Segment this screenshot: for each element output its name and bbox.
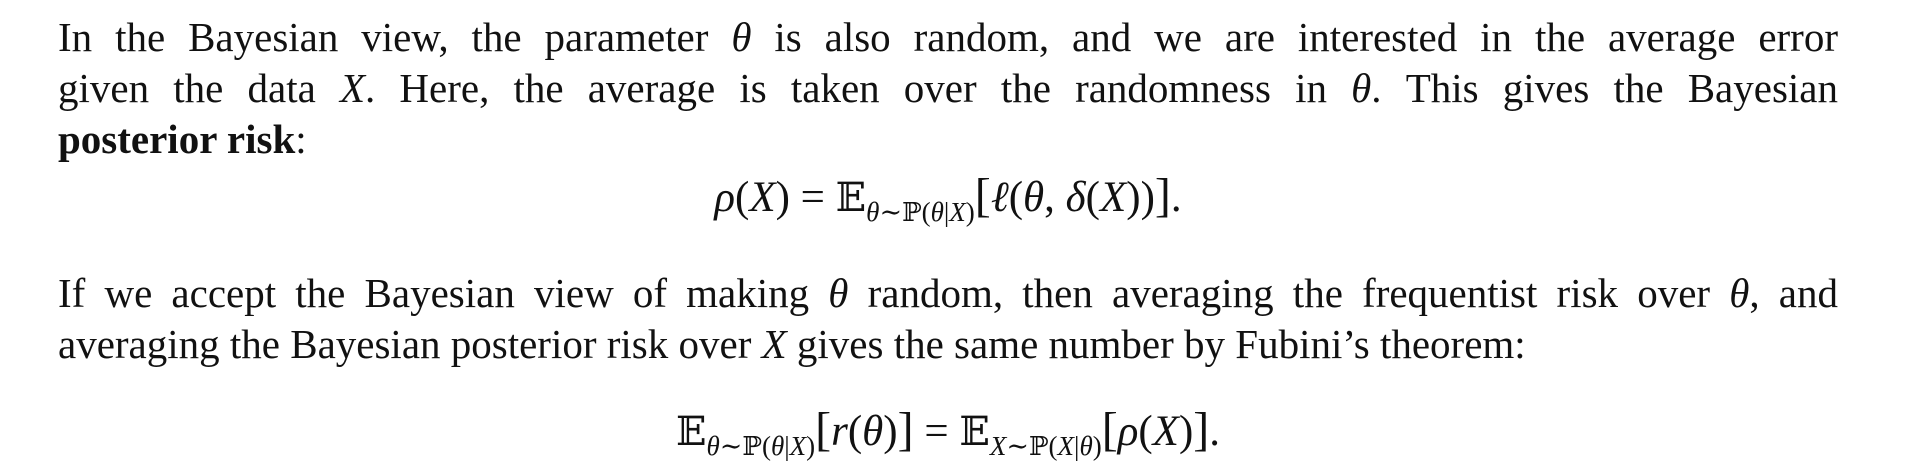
paragraph-fubini-line-1: If we accept the Bayesian view of making θ random, then averaging the frequentist risk over θ, and (58, 270, 1838, 316)
paragraph-fubini (58, 268, 1838, 370)
document-page (58, 12, 1838, 462)
paragraph-intro (58, 12, 1838, 165)
colon: : (295, 116, 307, 162)
equation-posterior-risk: ρ(X) = 𝔼$_{\theta\sim ℙ(\theta|X)}$[ℓ(θ, δ(X))]. (714, 169, 1182, 228)
paragraph-intro-line-2: given the data X. Here, the average is taken over the randomness in θ. This gives the Bayesian (58, 65, 1838, 111)
paragraph-fubini-line-2: averaging the Bayesian posterior risk over X gives the same number by Fubini’s theorem: (58, 321, 1526, 367)
paragraph-intro-line-1: In the Bayesian view, the parameter θ is also random, and we are interested in the average error (58, 14, 1838, 60)
term-posterior-risk: posterior risk (58, 116, 296, 162)
equation-fubini: 𝔼$_{\theta\sim ℙ(\theta|X)}$[r(θ)] = 𝔼$_{X\sim ℙ(X|\theta)}$[ρ(X)]. (675, 403, 1221, 462)
paragraph-intro-line-3 (58, 114, 1838, 165)
